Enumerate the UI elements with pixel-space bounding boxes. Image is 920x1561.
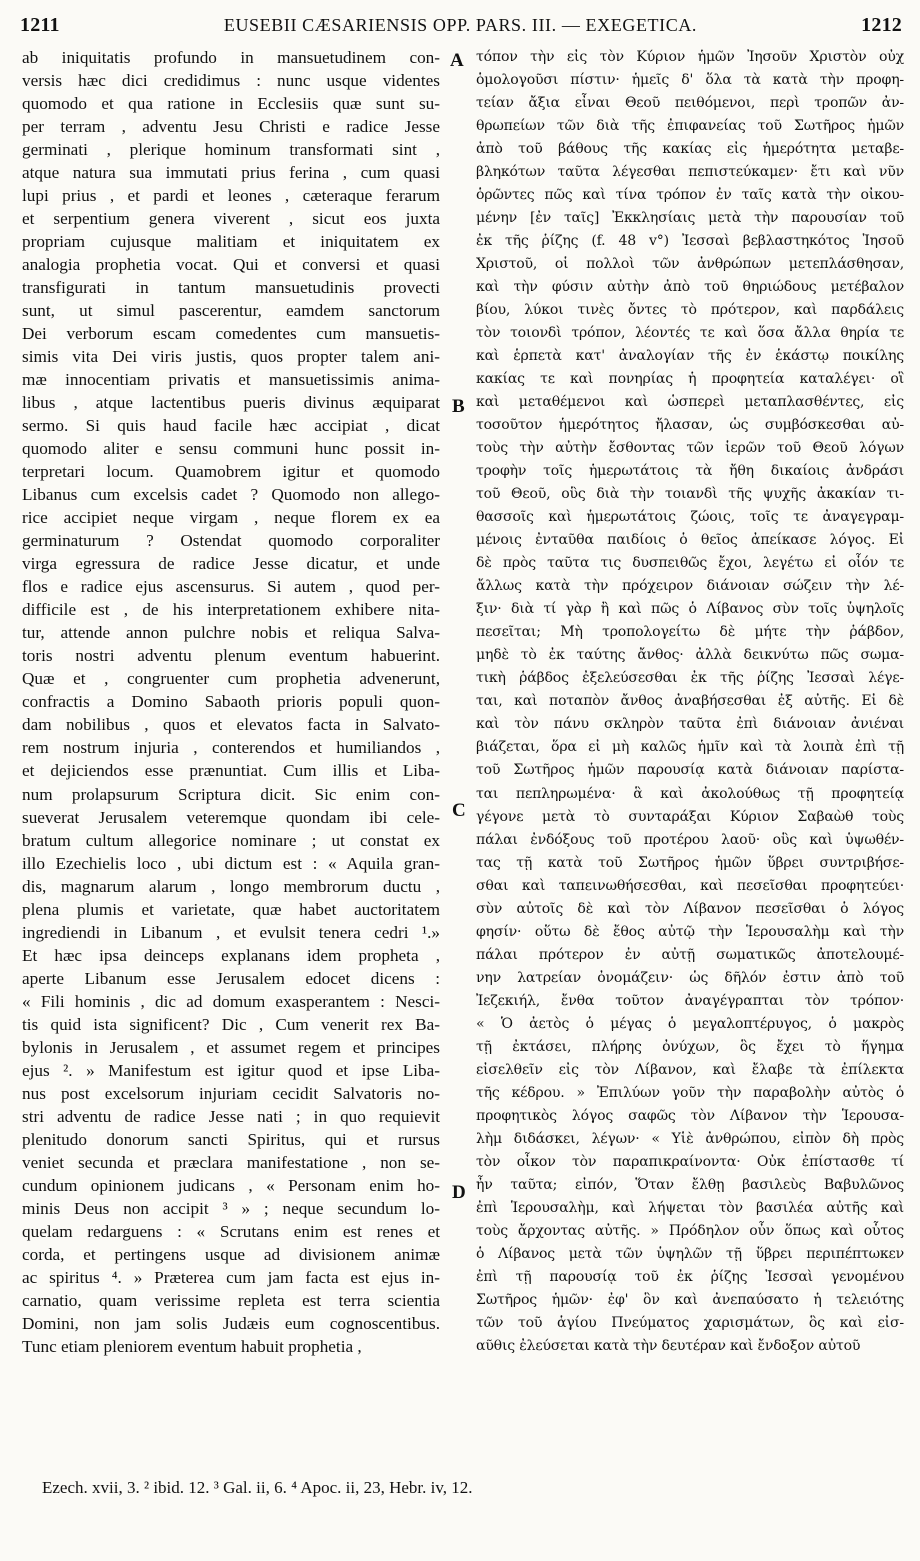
greek-text-line: ὁμολογοῦσι πίστιν· ἡμεῖς δ' ὅλα τὰ κατὰ τὴν προφη- [476, 72, 904, 89]
greek-text-line: κακίας τε καὶ πονηρίας ἡ προφητεία καταλέγει· οἳ [476, 371, 904, 388]
latin-text-line: tur, attende annon pulchre nobis et reliqua Salva- [22, 623, 440, 643]
greek-text-line: φησίν· οὕτω δὲ ἔθος αὐτῷ τὴν Ἱερουσαλὴμ καὶ τὴν [476, 923, 904, 940]
greek-text-line: σὺν αὐτοῖς δὲ καὶ τὸν Λίβανον πεσεῖσθαι ὁ λόγος [476, 900, 904, 917]
latin-text-line: simis vita Dei viris justis, quos propter talem ani- [22, 347, 440, 367]
latin-text-line: carnatio, quam verissime repleta est terra scientia [22, 1290, 440, 1310]
greek-text-line: καὶ τὴν φύσιν αὐτὴν ἀπὸ τοῦ θηριώδους μετέβαλον [476, 279, 904, 296]
latin-text-line: nus post excelsorum injuriam cecidit Salvatoris no- [22, 1083, 440, 1103]
running-title: EUSEBII CÆSARIENSIS OPP. PARS. III. — EXEGETICA. [223, 15, 698, 35]
section-marker-a: A [450, 50, 464, 71]
latin-text-line: « Fili hominis , dic ad domum exasperantem : Nesci- [22, 991, 440, 1011]
greek-text-line: λὴμ διδάσκει, λέγων· « Υἱὲ ἀνθρώπου, εἰπὸν δὴ πρὸς [476, 1130, 904, 1147]
section-marker-d: D [452, 1182, 466, 1203]
greek-text-line: τροφὴν τοῖς ἡμερωτάτοις τὰ ἤθη δικαίοις ἀνδράσι [476, 463, 904, 480]
latin-text-line: ejus ². » Manifestum est igitur quod et ipse Liba- [22, 1060, 440, 1080]
footnotes: Ezech. xvii, 3. ² ibid. 12. ³ Gal. ii, 6. ⁴ Apoc. ii, 23, Hebr. iv, 12. [42, 1478, 473, 1497]
greek-text-line: τείαν ἄξια εἶναι Θεοῦ πειθόμενοι, περὶ τροπῶν ἀν- [476, 95, 904, 112]
greek-text-line: μένοις ἐνταῦθα παιδίοις ὁ θεῖος ἀπείκασε λόγος. Εἰ [476, 532, 904, 549]
latin-text-line: plenitudo donorum sancti Spiritus, qui et rursus [22, 1129, 440, 1149]
greek-text-line: τῶν τοῦ ἁγίου Πνεύματος χαρισμάτων, ὃς καὶ εἰσ- [476, 1314, 904, 1331]
latin-column [22, 46, 440, 1358]
latin-text-line: plena plumis et varietate, quæ habet auctoritatem [22, 899, 440, 919]
greek-text-line: καὶ ἑρπετὰ κατ' ἀναλογίαν τῆς ἐν ἑκάστῳ ποικίλης [476, 348, 904, 365]
greek-text-line: βιάζεται, ὅρα εἰ μὴ καλῶς ἡμῖν καὶ τὰ λοιπὰ ἐπὶ τῇ [476, 739, 904, 756]
greek-text-line: δὲ πρὸς ταῦτα τις δυσπειθῶς ἔχοι, λεγέτω εἰ οἷόν τε [476, 555, 904, 572]
latin-text-line: per terram , adventu Jesu Christi e radice Jesse [22, 117, 440, 137]
greek-text-line: τῆς κέδρου. » Ἐπιλύων γοῦν τὴν παραβολὴν αὐτὸς ὁ [476, 1084, 904, 1101]
greek-text-line: τοῦ Σωτῆρος ἡμῶν παρουσίᾳ κατὰ διάνοιαν παρίστα- [476, 762, 904, 779]
greek-text-line: Ἰεζεκιήλ, ἔνθα τοῦτον ἀναγέγραπται τὸν τρόπον· [476, 992, 904, 1009]
latin-text-line: Et hæc ipsa deinceps explanans idem propheta , [22, 945, 440, 965]
latin-text-line: versis hæc dici credidimus : nunc usque videntes [22, 71, 440, 91]
latin-text-line: aperte Libanum esse Jerusalem edocet dicens : [22, 968, 440, 988]
latin-text-line: virga egressura de radice Jesse dicatur, et unde [22, 554, 440, 574]
greek-text-line: βίου, λύκοι τινὲς ὄντες τὸ πρότερον, καὶ παρδάλεις [476, 302, 904, 319]
latin-text-line: num prolapsurum Scriptura dicit. Sic enim con- [22, 784, 440, 804]
latin-text-line: ac spiritus ⁴. » Præterea cum jam facta est ejus in- [22, 1267, 440, 1287]
latin-text-line: Dei verborum escam comedentes cum mansuetis- [22, 324, 440, 344]
latin-text-line: corda, et pertingens usque ad divisionem animæ [22, 1244, 440, 1264]
section-marker-c: C [452, 800, 466, 821]
greek-text-line: πάλαι πρότερον ἐν αὐτῇ σωματικῶς ἀποτελουμέ- [476, 946, 904, 963]
greek-text-line: ἦν ταῦτα; εἰπόν, Ὅταν ἔλθῃ βασιλεὺς Βαβυλῶνος [476, 1176, 904, 1193]
page-number-left: 1211 [20, 14, 60, 36]
greek-text-line: εἰσελθεῖν εἰς τὸν Λίβανον, καὶ ἔλαβε τὰ ἐπίλεκτα [476, 1061, 904, 1078]
greek-text-line: καὶ μεταθέμενοι καὶ ὡσπερεὶ μεταπλασθέντες, εἰς [476, 394, 904, 411]
greek-text-line: καὶ τὸν πάνυ σκληρὸν ταῦτα ἐπὶ διάνοιαν ἀνιέναι [476, 716, 904, 733]
latin-text-line: ingrediendi in Libanum , et evulsit tenera cedri ¹.» [22, 922, 440, 942]
latin-text-line: analogia prophetia vocat. Qui et conversi et quasi [22, 255, 440, 275]
latin-text-line: dam nobilibus , quos et elevatos facta in Salvato- [22, 715, 440, 735]
latin-text-line: stri adventu de radice Jesse nati ; in quo requievit [22, 1106, 440, 1126]
greek-text-line: ἐκ τῆς ῥίζης (f. 48 v°) Ἰεσσαὶ βεβλαστηκότος Ἰησοῦ [476, 233, 904, 250]
greek-text-line: Σωτῆρος ἡμῶν· ἐφ' ὃν καὶ ἀνεπαύσατο ἡ τελειότης [476, 1291, 904, 1308]
latin-text-line: cundum opinionem judicans , « Personam enim ho- [22, 1175, 440, 1195]
latin-text-line: sueverat Jerusalem veteremque quondam ibi cele- [22, 807, 440, 827]
latin-text-line: sermo. Si quis haud facile hæc accipiat , dicat [22, 416, 440, 436]
greek-text-line: μένην [ἐν ταῖς] Ἐκκλησίαις μετὰ τὴν παρουσίαν τοῦ [476, 210, 904, 227]
latin-text-line: Libanus cum excelsis cadet ? Quomodo non allego- [22, 485, 440, 505]
page-number-right: 1212 [861, 14, 902, 36]
latin-text-line: atque natura sua immutati prius ferina , cum quasi [22, 163, 440, 183]
greek-text-line: ται πεπληρωμένα· ἃ καὶ ἀκολούθως τῇ προφητείᾳ [476, 785, 904, 802]
greek-text-line: ται, καὶ ποταπὸν ἄνθος ἀναβήσεσθαι ἐξ αὐτῆς. Εἰ δὲ [476, 693, 904, 710]
greek-text-line: τικὴ ῥάβδος ἐξελεύσεσθαι ἐκ τῆς ῥίζης Ἰεσσαὶ λέγε- [476, 670, 904, 687]
greek-text-line: πεσεῖται; Μὴ τροπολογείτω δὲ μήτε τὴν ῥάβδον, [476, 624, 904, 641]
latin-text-line: Domini, non jam solis Judæis eum cognoscentibus. [22, 1313, 440, 1333]
greek-text-line: τὸν τοιονδὶ τρόπον, λέοντές τε καὶ ὅσα ἄλλα θηρία τε [476, 325, 904, 342]
greek-text-line: τας τῇ κατὰ τοῦ Σωτῆρος ἡμῶν ὕβρει συντριβήσε- [476, 854, 904, 871]
greek-text-line: βληκότων ταῦτα λέγεσθαι πεπιστεύκαμεν· ἔτι καὶ νῦν [476, 164, 904, 181]
running-header [20, 14, 902, 42]
greek-text-line: ἀπὸ τοῦ βάθους τῆς κακίας εἰς ἡμερότητα μεταβε- [476, 141, 904, 158]
greek-text-line: τοὺς τὴν αὐτὴν ἔσθοντας τῶν ἱερῶν τοῦ Θεοῦ λόγων [476, 440, 904, 457]
greek-text-line: θασσοῖς καὶ ἡμερωτάτοις ζώοις, τοῖς τε ἀναγεγραμ- [476, 509, 904, 526]
greek-text-line: σθαι καὶ ταπεινωθήσεσθαι, καὶ πεσεῖσθαι προφητεύει· [476, 877, 904, 894]
latin-text-line: Tunc etiam pleniorem eventum habuit prophetia , [22, 1336, 362, 1356]
latin-text-line: illo Ezechielis loco , ubi dictum est : « Aquila gran- [22, 853, 440, 873]
latin-text-line: dis, magnarum alarum , longo membrorum ductu , [22, 876, 440, 896]
latin-text-line: et dejiciendos esse prænuntiat. Cum illis et Liba- [22, 761, 440, 781]
greek-text-line: θρωπείων τῶν διὰ τῆς ἐπιφανείας τοῦ Σωτῆρος ἡμῶν [476, 118, 904, 135]
greek-text-line: ἐπὶ Ἱερουσαλὴμ, καὶ λήψεται τὸν βασιλέα αὐτῆς καὶ [476, 1199, 904, 1216]
latin-text-line: tis quid ista significent? Dic , Cum venerit rex Ba- [22, 1014, 440, 1034]
latin-text-line: quelam redarguens : « Scrutans enim est renes et [22, 1221, 440, 1241]
section-marker-b: B [452, 396, 465, 417]
latin-text-line: bratum cultum allegorice nominare ; ut constat ex [22, 830, 440, 850]
latin-text-line: germinati , plerique hominum transformati sint , [22, 140, 440, 160]
latin-text-line: rice accipiet neque virgam , neque florem ex ea [22, 508, 440, 528]
greek-text-line: τόπον τὴν εἰς τὸν Κύριον ἡμῶν Ἰησοῦν Χριστὸν οὐχ [476, 49, 904, 65]
latin-text-line: rem nostrum injuria , conterendos et humiliandos , [22, 738, 440, 758]
latin-text-line: toris nostri adventu plenum eventum habuerint. [22, 646, 440, 666]
greek-text-line: τοσοῦτον ἡμερότητος ἤλασαν, ὡς συμβόσκεσθαι αὐ- [476, 417, 904, 434]
greek-text-line: πάλαι ἐνδόξους τοῦ προτέρου λαοῦ· οὓς καὶ ὑψωθέν- [476, 831, 904, 848]
greek-text-line: προφητικὸς λόγος σαφῶς τὸν Λίβανον τὴν Ἱερουσα- [476, 1107, 904, 1124]
latin-text-line: bylonis in Jerusalem , et assumet regem et principes [22, 1037, 440, 1057]
greek-text-line: ξιν· διὰ τί γὰρ ἢ καὶ πῶς ὁ Λίβανος σὺν τοῖς ὑψηλοῖς [476, 601, 904, 618]
latin-text-line: sunt, ut simul pascerentur, eamdem sanctorum [22, 301, 440, 321]
latin-text-line: minis Deus non accipit ³ » ; neque secundum lo- [22, 1198, 440, 1218]
greek-text-line: τὸν οἶκον τὸν παραπικραίνοντα· Οὐκ ἐπίστασθε τί [476, 1153, 904, 1170]
greek-text-line: τῇ ἐκτάσει, πλήρης ὀνύχων, ὃς ἔχει τὸ ἥγημα [476, 1038, 904, 1055]
greek-text-line: γέγονε μετὰ τὸ συνταράξαι Κύριον Σαβαὼθ τοὺς [476, 808, 904, 825]
latin-text-line: germinaturum ? Ostendat quomodo corporaliter [22, 531, 440, 551]
latin-text-line: quomodo et qua ratione in Ecclesiis quæ sunt su- [22, 94, 440, 114]
latin-text-line: libus , atque lactentibus pueris divinus æquiparat [22, 393, 440, 413]
latin-text-line: flos e radice ejus ascensurus. Si autem , quod per- [22, 577, 440, 597]
greek-text-line: νην λατρείαν ὀνομάζειν· ὡς δῆλόν ἐστιν ἀπὸ τοῦ [476, 969, 904, 986]
latin-text-line: confractis a Domino Sabaoth prioris populi quon- [22, 692, 440, 712]
latin-text-line: Quæ et , congruenter cum prophetia advenerunt, [22, 669, 440, 689]
greek-text-line: ἐπὶ τῇ παρουσίᾳ τοῦ ἐκ ῥίζης Ἰεσσαὶ γενομένου [476, 1268, 904, 1285]
greek-text-line: αῦθις ἐλεύσεται κατὰ τὴν δευτέραν καὶ ἔνδοξον αὐτοῦ [476, 1337, 861, 1354]
latin-text-line: mæ innocentiam privatis et mansuetissimis anima- [22, 370, 440, 390]
greek-text-line: Χριστοῦ, οἱ πολλοὶ τῶν ἀνθρώπων μετεπλάσθησαν, [476, 256, 904, 273]
latin-text-line: lupi prius , et pardi et leones , cæteraque ferarum [22, 186, 440, 206]
greek-text-line: « Ὁ ἀετὸς ὁ μέγας ὁ μεγαλοπτέρυγος, ὁ μακρὸς [476, 1015, 904, 1032]
latin-text-line: quomodo aliter e sensu communi hunc possit in- [22, 439, 440, 459]
latin-text-line: ab iniquitatis profundo in mansuetudinem con- [22, 48, 440, 67]
greek-text-line: ἄλλως κατὰ τὴν πρόχειρον διάνοιαν σώζειν τὴν λέ- [476, 578, 904, 595]
latin-text-line: et serpentium genera viverent , sicut eos juxta [22, 209, 440, 229]
greek-text-line: ὁρῶντες πῶς καὶ τίνα τρόπον ἐν ταῖς κατὰ τὴν οἰκου- [476, 187, 904, 204]
greek-text-line: ὁ Λίβανος μετὰ τῶν ὑψηλῶν τῇ ὕβρει περιπέπτωκεν [476, 1245, 904, 1262]
latin-text-line: terpretari locum. Quamobrem igitur et quomodo [22, 462, 440, 482]
greek-text-line: τοὺς ἄρχοντας αὐτῆς. » Πρόδηλον οὖν ὅπως καὶ οὗτος [476, 1222, 904, 1239]
greek-text-line: μηδὲ τὸ ἐκ ταύτης ἄνθος· ἀλλὰ δεικνύτω πῶς σωμα- [476, 647, 904, 664]
greek-text-line: τοῦ Θεοῦ, οὓς διὰ τὴν τοιανδὶ τῆς ψυχῆς ἀκακίαν τι- [476, 486, 904, 503]
latin-text-line: difficile est , de his interpretationem exhibere nita- [22, 600, 440, 620]
latin-text-line: propriam cujusque malitiam et iniquitatem ex [22, 232, 440, 252]
greek-column [476, 46, 904, 1358]
latin-text-line: veniet secunda et præclara manifestatione , non se- [22, 1152, 440, 1172]
latin-text-line: transfigurati in tantum mansuetudinis provecti [22, 278, 440, 298]
